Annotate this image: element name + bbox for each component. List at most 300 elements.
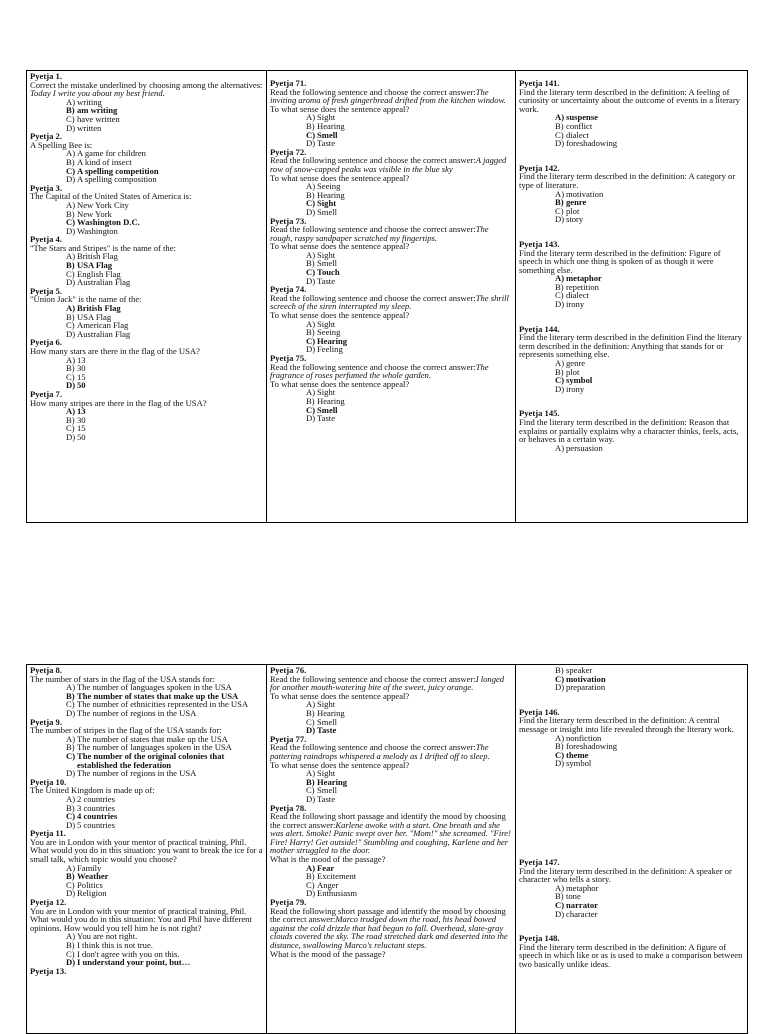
correct-answer-option[interactable]	[306, 406, 512, 415]
answer-option[interactable]	[66, 175, 263, 184]
option-letter: A)	[306, 318, 316, 329]
correct-answer-option[interactable]	[306, 131, 512, 140]
question-subprompt: What is the mood of the passage?	[270, 948, 386, 959]
question-prompt: Read the following sentence and choose the correct answer:	[270, 86, 476, 97]
option-letter: C)	[66, 165, 76, 176]
question-number: Pyetja 77.	[270, 733, 307, 744]
question-prompt: Read the following sentence and choose the correct answer:	[270, 224, 476, 235]
option-letter: B)	[66, 940, 75, 950]
option-letter: D)	[66, 431, 76, 442]
option-text: Sight	[317, 318, 336, 329]
option-letter: A)	[555, 273, 565, 284]
question-subprompt: What is the mood of the passage?	[270, 854, 386, 865]
correct-answer-option[interactable]	[555, 198, 744, 207]
answer-option[interactable]	[306, 191, 512, 200]
question-number: Pyetja 71.	[270, 78, 307, 88]
option-text: Hearing	[317, 776, 348, 787]
option-letter: D)	[555, 383, 565, 394]
option-text: Enthusiasm	[317, 888, 358, 899]
option-text: British Flag	[77, 251, 118, 262]
question-block	[30, 338, 263, 390]
answer-option[interactable]	[66, 769, 263, 778]
answer-option[interactable]	[306, 718, 512, 727]
quoted-sentence: The fragrance of roses perfumed the whole garden.	[270, 361, 489, 381]
question-block	[519, 240, 744, 309]
question-number: Pyetja 146.	[519, 706, 560, 717]
question-prompt: Read the following sentence and choose the correct answer:	[270, 155, 476, 166]
option-letter: C)	[66, 320, 75, 331]
option-letter: B)	[66, 156, 75, 167]
quiz-sheet-2	[26, 664, 748, 1034]
option-text: English Flag	[77, 268, 121, 279]
option-text: I don't agree with you on this.	[77, 948, 180, 959]
option-text: theme	[566, 749, 589, 760]
question-text	[270, 363, 512, 380]
option-text: Hearing	[317, 707, 345, 718]
question-number: Pyetja 9.	[30, 716, 62, 727]
option-letter: B)	[66, 260, 75, 271]
question-block	[30, 898, 263, 967]
option-letter: C)	[66, 423, 75, 434]
option-letter: B)	[66, 742, 75, 753]
correct-answer-option[interactable]	[306, 268, 512, 277]
answer-option[interactable]	[66, 227, 263, 236]
question-prompt: Read the following short passage and identify the mood by choosing the correct answer:	[270, 811, 506, 830]
option-letter: B)	[306, 327, 315, 338]
question-block	[270, 148, 512, 217]
option-text: Taste	[317, 725, 337, 736]
option-text: Religion	[77, 888, 107, 899]
option-text: Washington	[77, 225, 118, 236]
option-letter: A)	[66, 251, 76, 262]
answer-options	[519, 274, 744, 308]
sheet1-column-3	[516, 71, 747, 522]
question-text	[270, 225, 512, 242]
correct-answer-option[interactable]	[66, 958, 263, 967]
answer-option[interactable]	[66, 889, 263, 898]
question-prompt: Find the literary term described in the definition: A central message or insight into life revealed through the literary work.	[519, 715, 734, 734]
option-letter: C)	[555, 749, 565, 760]
option-letter: A)	[306, 699, 316, 710]
option-text: metaphor	[566, 882, 599, 893]
option-letter: D)	[66, 328, 76, 339]
option-letter: D)	[306, 413, 316, 424]
option-letter: B)	[66, 802, 75, 813]
question-number: Pyetja 1.	[30, 71, 62, 81]
sheet2-column-2	[267, 665, 516, 1033]
option-text: irony	[566, 383, 585, 394]
question-block	[270, 735, 512, 804]
sheet2-column-3	[516, 665, 747, 1033]
quoted-sentence: The pattering raindrops whispered a melody as I drifted off to sleep.	[270, 742, 490, 761]
option-letter: A)	[555, 442, 565, 453]
option-letter: D)	[66, 957, 76, 968]
option-text: Sight	[317, 249, 336, 260]
option-text: conflict	[566, 120, 593, 131]
answer-option[interactable]	[66, 124, 263, 133]
option-text: plot	[566, 366, 580, 377]
option-letter: C)	[555, 129, 564, 140]
answer-option[interactable]	[306, 795, 512, 804]
question-text	[30, 192, 263, 201]
option-letter: A)	[555, 112, 565, 123]
answer-options	[270, 182, 512, 216]
option-letter: C)	[555, 205, 564, 216]
question-text	[270, 294, 512, 311]
option-letter: A)	[66, 733, 76, 744]
quoted-sentence: I longed for another mouth-watering bite of the sweet, juicy orange.	[270, 673, 505, 693]
correct-answer-option[interactable]	[306, 726, 512, 735]
answer-options	[30, 932, 263, 966]
question-prompt: You are in London with your mentor of practical training, Phil. What would you do in this situation: you want to break the ice for a small talk, which topic would you choose?	[30, 836, 263, 865]
option-letter: C)	[555, 899, 565, 910]
question-subprompt: To what sense does the sentence appeal?	[270, 310, 410, 321]
option-letter: C)	[66, 268, 75, 279]
question-number: Pyetja 10.	[30, 776, 67, 787]
question-block	[519, 708, 744, 768]
option-text: Hearing	[317, 189, 345, 200]
option-text: Smell	[317, 404, 338, 415]
question-text	[30, 141, 263, 150]
question-text	[30, 399, 263, 408]
answer-option[interactable]	[306, 786, 512, 795]
answer-options	[30, 356, 263, 390]
option-text: metaphor	[566, 273, 602, 284]
option-text: written	[77, 122, 102, 133]
answer-option[interactable]	[555, 139, 744, 148]
answer-option[interactable]	[66, 416, 263, 425]
question-prompt: The United Kingdom is made up of:	[30, 785, 155, 796]
question-block	[519, 666, 744, 692]
answer-options	[519, 884, 744, 918]
option-text: dialect	[566, 129, 589, 140]
option-text: The number of the original colonies that established the federation	[77, 750, 225, 770]
option-text: Taste	[317, 275, 336, 286]
option-text: USA Flag	[77, 311, 112, 322]
option-text: 50	[77, 380, 86, 391]
option-letter: C)	[306, 198, 316, 209]
answer-option[interactable]	[555, 359, 744, 368]
sheet1-column-2	[267, 71, 516, 522]
option-text: persuasion	[566, 442, 603, 453]
option-text: Excitement	[317, 871, 357, 882]
option-text: Smell	[317, 258, 338, 269]
answer-options	[30, 407, 263, 441]
question-prompt: Find the literary term described in the definition: Figure of speech in which one thing is spoken of as though it were something else.	[519, 247, 721, 275]
option-text: New York City	[77, 199, 129, 210]
option-text: A game for children	[77, 148, 146, 159]
question-text	[30, 81, 263, 98]
option-letter: C)	[306, 335, 316, 346]
option-text: New York	[77, 208, 112, 219]
option-letter: B)	[555, 665, 564, 675]
correct-answer-option[interactable]	[66, 381, 263, 390]
quoted-sentence: Karlene awoke with a start. One breath and she was alert. Smoke! Panic swept over her. "Mom!" she screamed. "Fire! Fire! Harry! Get outside!" Stumbling and coughing, Karlene and her mother struggled to the door.	[270, 819, 511, 856]
question-prompt: The number of stripes in the flag of the USA stands for:	[30, 725, 222, 736]
option-letter: B)	[555, 366, 564, 377]
option-text: 2 countries	[77, 793, 115, 804]
option-text: foreshadowing	[566, 741, 618, 752]
option-letter: A)	[66, 862, 76, 873]
answer-option[interactable]	[66, 278, 263, 287]
option-text: writing	[77, 96, 102, 107]
option-letter: D)	[306, 888, 316, 899]
question-block	[519, 934, 744, 968]
question-text	[519, 249, 744, 275]
question-number: Pyetja 75.	[270, 353, 307, 363]
option-text: Australian Flag	[77, 328, 131, 339]
question-text	[519, 867, 744, 884]
answer-option[interactable]	[66, 373, 263, 382]
option-text: story	[566, 214, 584, 225]
option-letter: A)	[66, 354, 76, 365]
option-text: Politics	[77, 879, 103, 890]
question-number: Pyetja 145.	[519, 408, 560, 419]
answer-option[interactable]	[66, 364, 263, 373]
option-letter: C)	[66, 750, 76, 761]
question-number: Pyetja 8.	[30, 665, 62, 675]
option-text: The number of regions in the USA	[77, 768, 197, 779]
option-text: Hearing	[317, 335, 348, 346]
answer-option[interactable]	[555, 884, 744, 893]
answer-options	[270, 700, 512, 734]
option-text: Smell	[317, 785, 338, 796]
quoted-sentence: Today I write you about my best friend.	[30, 88, 165, 99]
option-text: Taste	[317, 413, 336, 424]
answer-option[interactable]	[555, 444, 744, 453]
option-text: tone	[566, 891, 581, 902]
option-letter: D)	[66, 707, 76, 718]
question-text	[270, 88, 512, 105]
answer-option[interactable]	[555, 910, 744, 919]
question-prompt: Read the following sentence and choose the correct answer:	[270, 742, 476, 753]
answer-option[interactable]	[306, 889, 512, 898]
question-block	[519, 79, 744, 148]
option-text: 30	[77, 414, 86, 425]
question-block	[30, 235, 263, 287]
question-number: Pyetja 147.	[519, 856, 560, 867]
option-letter: B)	[555, 120, 564, 131]
question-text	[270, 156, 512, 173]
question-block	[519, 409, 744, 452]
question-prompt: How many stripes are there in the flag of the USA?	[30, 397, 207, 408]
option-text: Weather	[77, 871, 109, 882]
question-text	[30, 295, 263, 304]
option-letter: B)	[66, 414, 75, 425]
option-text: Taste	[317, 138, 336, 149]
answer-option[interactable]	[66, 356, 263, 365]
option-text: The number of ethnicities represented in the USA	[77, 699, 249, 710]
question-prompt: The number of stars in the flag of the USA stands for:	[30, 673, 215, 684]
option-letter: B)	[66, 208, 75, 219]
question-text	[30, 838, 263, 864]
option-text: Smell	[317, 129, 338, 140]
question-number: Pyetja 148.	[519, 933, 560, 944]
option-text: nonfiction	[566, 732, 602, 743]
answer-option[interactable]	[555, 385, 744, 394]
option-text: The number of languages spoken in the USA	[77, 682, 232, 693]
option-letter: D)	[306, 344, 316, 355]
option-letter: C)	[66, 811, 76, 822]
question-prompt: You are in London with your mentor of practical training, Phil. What would you do in this situation: You and Phil have different opinions. How would you tell him he is not right?	[30, 905, 252, 933]
answer-options	[30, 252, 263, 286]
option-letter: A)	[66, 682, 76, 693]
option-letter: D)	[66, 888, 76, 899]
option-letter: A)	[306, 387, 316, 398]
question-block	[30, 718, 263, 778]
option-text: 13	[77, 406, 86, 417]
answer-option[interactable]	[555, 759, 744, 768]
answer-options	[519, 666, 744, 692]
option-letter: A)	[66, 931, 76, 942]
option-letter: A)	[555, 188, 565, 199]
option-text: speaker	[566, 665, 593, 675]
option-letter: A)	[66, 406, 76, 417]
question-block	[270, 898, 512, 958]
question-text	[519, 418, 744, 444]
option-letter: C)	[66, 699, 75, 710]
option-letter: D)	[306, 793, 316, 804]
question-text	[30, 347, 263, 356]
option-letter: B)	[66, 311, 75, 322]
option-letter: C)	[306, 716, 315, 727]
option-letter: D)	[555, 138, 565, 149]
answer-option[interactable]	[555, 683, 744, 692]
option-letter: B)	[306, 120, 315, 131]
option-text: Washington D.C.	[77, 217, 140, 228]
answer-option[interactable]	[66, 330, 263, 339]
option-text: A kind of insect	[77, 156, 132, 167]
option-text: character	[566, 908, 598, 919]
answer-options	[519, 444, 744, 453]
answer-option[interactable]	[306, 208, 512, 217]
option-letter: B)	[66, 690, 75, 701]
option-text: Smell	[317, 206, 338, 217]
answer-option[interactable]	[555, 215, 744, 224]
option-letter: A)	[555, 732, 565, 743]
option-letter: D)	[306, 206, 316, 217]
option-text: You are not right.	[77, 931, 138, 942]
question-block	[30, 666, 263, 718]
question-number: Pyetja 144.	[519, 323, 560, 334]
answer-option[interactable]	[66, 433, 263, 442]
option-text: Hearing	[317, 395, 345, 406]
option-letter: B)	[66, 363, 75, 374]
option-text: The number of states that make up the USA	[77, 690, 239, 701]
question-number: Pyetja 13.	[30, 965, 67, 976]
option-letter: C)	[555, 290, 564, 301]
option-letter: D)	[66, 380, 76, 391]
answer-option[interactable]	[66, 424, 263, 433]
option-letter: B)	[306, 776, 315, 787]
question-prompt: The Capital of the United States of America is:	[30, 191, 192, 202]
question-block	[519, 164, 744, 224]
option-text: symbol	[566, 375, 593, 386]
option-text: A spelling competition	[77, 165, 159, 176]
option-letter: A)	[306, 768, 316, 779]
option-text: have written	[77, 113, 120, 124]
option-letter: C)	[66, 371, 75, 382]
option-letter: D)	[66, 122, 76, 133]
answer-option[interactable]	[555, 207, 744, 216]
option-letter: D)	[66, 174, 76, 185]
option-text: Touch	[317, 267, 340, 278]
option-text: preparation	[566, 682, 606, 693]
question-block	[30, 132, 263, 184]
question-subprompt: To what sense does the sentence appeal?	[270, 103, 410, 114]
option-text: repetition	[566, 281, 599, 292]
answer-options	[270, 769, 512, 803]
option-text: foreshadowing	[566, 138, 618, 149]
correct-answer-option[interactable]	[66, 752, 263, 769]
option-text: Australian Flag	[77, 277, 131, 288]
option-text: Sight	[317, 112, 336, 123]
answer-option[interactable]	[306, 345, 512, 354]
option-letter: B)	[306, 189, 315, 200]
option-letter: B)	[555, 281, 564, 292]
answer-option[interactable]	[66, 821, 263, 830]
correct-answer-option[interactable]	[66, 407, 263, 416]
option-letter: D)	[66, 819, 76, 830]
answer-options	[30, 735, 263, 778]
option-letter: D)	[555, 758, 565, 769]
option-text: The number of languages spoken in the USA	[77, 742, 232, 753]
option-letter: D)	[555, 908, 565, 919]
question-block	[30, 778, 263, 830]
question-number: Pyetja 143.	[519, 238, 560, 249]
question-block	[30, 184, 263, 236]
answer-options	[30, 304, 263, 338]
question-number: Pyetja 3.	[30, 182, 62, 193]
option-text: Sight	[317, 699, 336, 710]
option-letter: A)	[306, 181, 316, 192]
option-letter: A)	[306, 112, 316, 123]
option-text: 5 countries	[77, 819, 115, 830]
question-number: Pyetja 76.	[270, 665, 307, 675]
question-prompt: Correct the mistake underlined by choosing among the alternatives:	[30, 79, 263, 90]
option-letter: C)	[555, 375, 565, 386]
answer-option[interactable]	[555, 300, 744, 309]
option-letter: C)	[306, 129, 316, 140]
option-letter: B)	[555, 891, 564, 902]
question-prompt: Find the literary term described in the definition: A figure of speech in which like or as is used to make a comparison between two basically unlike ideas.	[519, 941, 743, 969]
answer-option[interactable]	[306, 414, 512, 423]
option-text: genre	[566, 358, 586, 369]
question-text	[30, 244, 263, 253]
quoted-sentence: The rough, raspy sandpaper scratched my fingertips.	[270, 224, 489, 243]
quiz-sheet-1	[26, 70, 748, 523]
option-text: Seeing	[317, 327, 341, 338]
option-letter: D)	[66, 768, 76, 779]
option-text: motivation	[566, 188, 604, 199]
question-block	[30, 72, 263, 132]
question-number: Pyetja 4.	[30, 234, 62, 245]
option-letter: C)	[306, 879, 315, 890]
question-text	[270, 743, 512, 760]
quoted-sentence: The shrill screech of the siren interrupted my sleep.	[270, 292, 509, 312]
question-text	[30, 786, 263, 795]
question-prompt: Find the literary term described in the definition: A category or type of literature.	[519, 171, 736, 190]
question-number: Pyetja 5.	[30, 285, 62, 296]
answer-options	[519, 190, 744, 224]
answer-option[interactable]	[66, 709, 263, 718]
answer-option[interactable]	[306, 139, 512, 148]
option-text: am writing	[77, 105, 118, 116]
option-text: 15	[77, 371, 86, 382]
question-block	[270, 285, 512, 354]
answer-option[interactable]	[306, 277, 512, 286]
question-prompt: Find the literary term described in the definition: A feeling of curiosity or uncertainty about the outcome of events in a literary work.	[519, 86, 740, 114]
